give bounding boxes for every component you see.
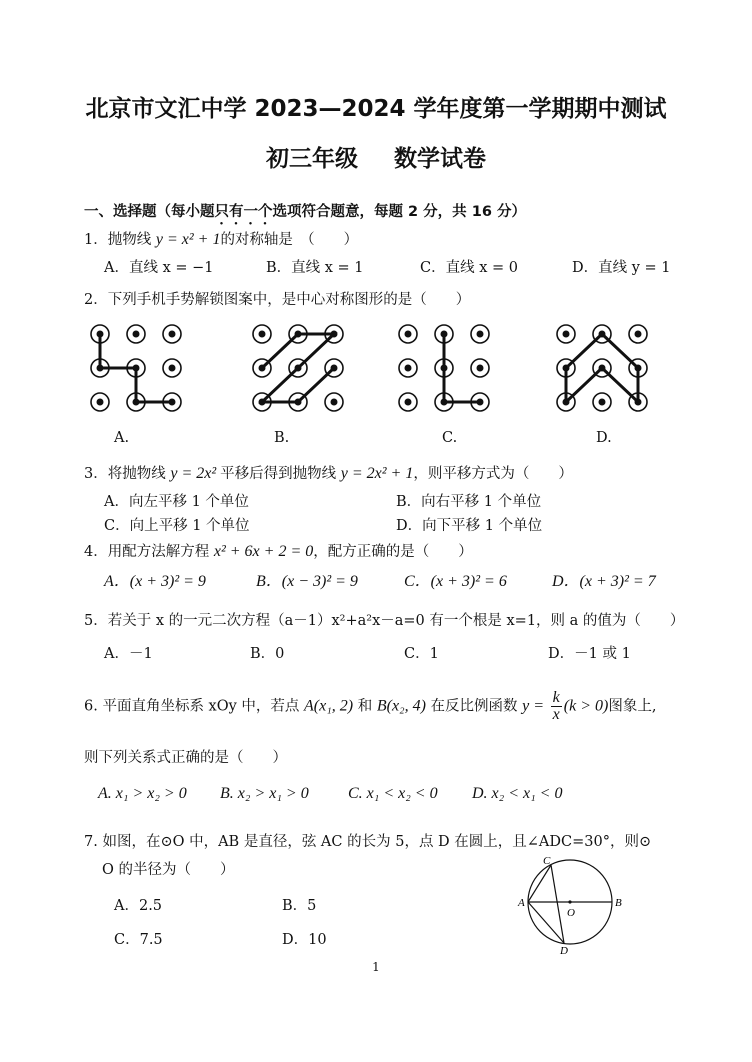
label-b: B xyxy=(615,897,622,909)
q5-option-b: B．0 xyxy=(250,646,285,662)
unlock-pattern-a xyxy=(88,322,184,418)
unlock-pattern-c xyxy=(396,322,492,418)
q1-option-c: C．直线 x = 0 xyxy=(420,260,518,276)
emphasis-text: 只有一个 xyxy=(214,204,273,220)
question-6: 6. 平面直角坐标系 xOy 中，若点 A(x₁, 2) 和 B(x₂, 4) 在反比例函数 y = $\frac{k}{x}$ (k > 0)图象上, xyxy=(84,689,657,723)
q7-option-a: A．2.5 xyxy=(114,898,163,914)
question-7: 7. 如图，在⊙O 中，AB 是直径，弦 AC 的长为 5，点 D 在圆上，且∠ADC=30°，则⊙ xyxy=(84,834,652,850)
q4-option-d: D．(x + 3)² = 7 xyxy=(552,573,656,590)
question-7-line-2: O 的半径为（ ） xyxy=(102,862,235,878)
unlock-pattern-b xyxy=(250,322,346,418)
q1-option-a: A．直线 x = −1 xyxy=(104,260,214,276)
q3-option-a: A．向左平移 1 个单位 xyxy=(104,494,249,510)
unlock-pattern-d xyxy=(554,322,650,418)
q1-option-b: B．直线 x = 1 xyxy=(266,260,364,276)
q4-equation: x² + 6x + 2 = 0 xyxy=(213,543,314,560)
label-c: C xyxy=(543,856,551,867)
label-a: A xyxy=(518,897,525,909)
q5-option-d: D．－1 或 1 xyxy=(548,646,631,662)
q6-option-b: B. x₂ > x₁ > 0 xyxy=(220,785,309,802)
q7-option-c: C．7.5 xyxy=(114,932,163,948)
question-3: 3．将抛物线 y = 2x² 平移后得到抛物线 y = 2x² + 1，则平移方式为（ ） xyxy=(84,465,573,482)
question-1: 1．抛物线 y = x² + 1的对称轴是 （ ） xyxy=(84,231,359,248)
circle-diagram xyxy=(516,856,626,956)
page-number: 1 xyxy=(372,960,380,974)
q4-option-a: A．(x + 3)² = 9 xyxy=(104,573,206,590)
question-6-line-2: 则下列关系式正确的是（ ） xyxy=(84,750,287,766)
q3-equation-1: y = 2x² xyxy=(170,465,221,482)
q6-option-c: C. x₁ < x₂ < 0 xyxy=(348,785,438,802)
q1-option-d: D．直线 y = 1 xyxy=(572,260,671,276)
pattern-label-b: B. xyxy=(274,430,290,446)
q3-option-d: D．向下平移 1 个单位 xyxy=(396,518,543,534)
q6-option-d: D. x₂ < x₁ < 0 xyxy=(472,785,563,802)
question-5: 5．若关于 x 的一元二次方程（a－1）x²+a²x－a=0 有一个根是 x=1，则 a 的值为（ ） xyxy=(84,613,685,629)
label-d: D xyxy=(560,945,568,956)
question-4: 4．用配方法解方程 x² + 6x + 2 = 0，配方正确的是（ ） xyxy=(84,543,473,560)
q5-option-c: C．1 xyxy=(404,646,439,662)
pattern-label-c: C. xyxy=(442,430,458,446)
pattern-label-d: D. xyxy=(596,430,612,446)
exam-title: 北京市文汇中学 2023—2024 学年度第一学期期中测试 xyxy=(85,96,667,122)
grade-label: 初三年级 xyxy=(265,146,358,172)
q1-equation: y = x² + 1 xyxy=(155,231,221,248)
q6-option-a: A. x₁ > x₂ > 0 xyxy=(98,785,187,802)
q4-option-c: C．(x + 3)² = 6 xyxy=(404,573,507,590)
q5-option-a: A．－1 xyxy=(104,646,153,662)
subject-label: 数学试卷 xyxy=(394,146,486,172)
point-a: A(x₁, 2) xyxy=(304,697,354,715)
q7-option-b: B．5 xyxy=(282,898,317,914)
question-2: 2．下列手机手势解锁图案中，是中心对称图形的是（ ） xyxy=(84,292,471,308)
label-o: O xyxy=(567,907,575,919)
q4-option-b: B．(x − 3)² = 9 xyxy=(256,573,358,590)
exam-subtitle xyxy=(0,140,752,173)
q3-option-c: C．向上平移 1 个单位 xyxy=(104,518,250,534)
q3-equation-2: y = 2x² + 1 xyxy=(340,465,414,482)
pattern-label-a: A. xyxy=(114,430,130,446)
q7-option-d: D．10 xyxy=(282,932,327,948)
point-b: B(x₂, 4) xyxy=(376,697,426,715)
q3-option-b: B．向右平移 1 个单位 xyxy=(396,494,542,510)
section-heading: 一、选择题（每小题只有一个选项符合题意，每题 2 分，共 16 分） xyxy=(84,204,526,220)
fraction-k-over-x: $\frac{k}{x}$ xyxy=(552,689,560,723)
